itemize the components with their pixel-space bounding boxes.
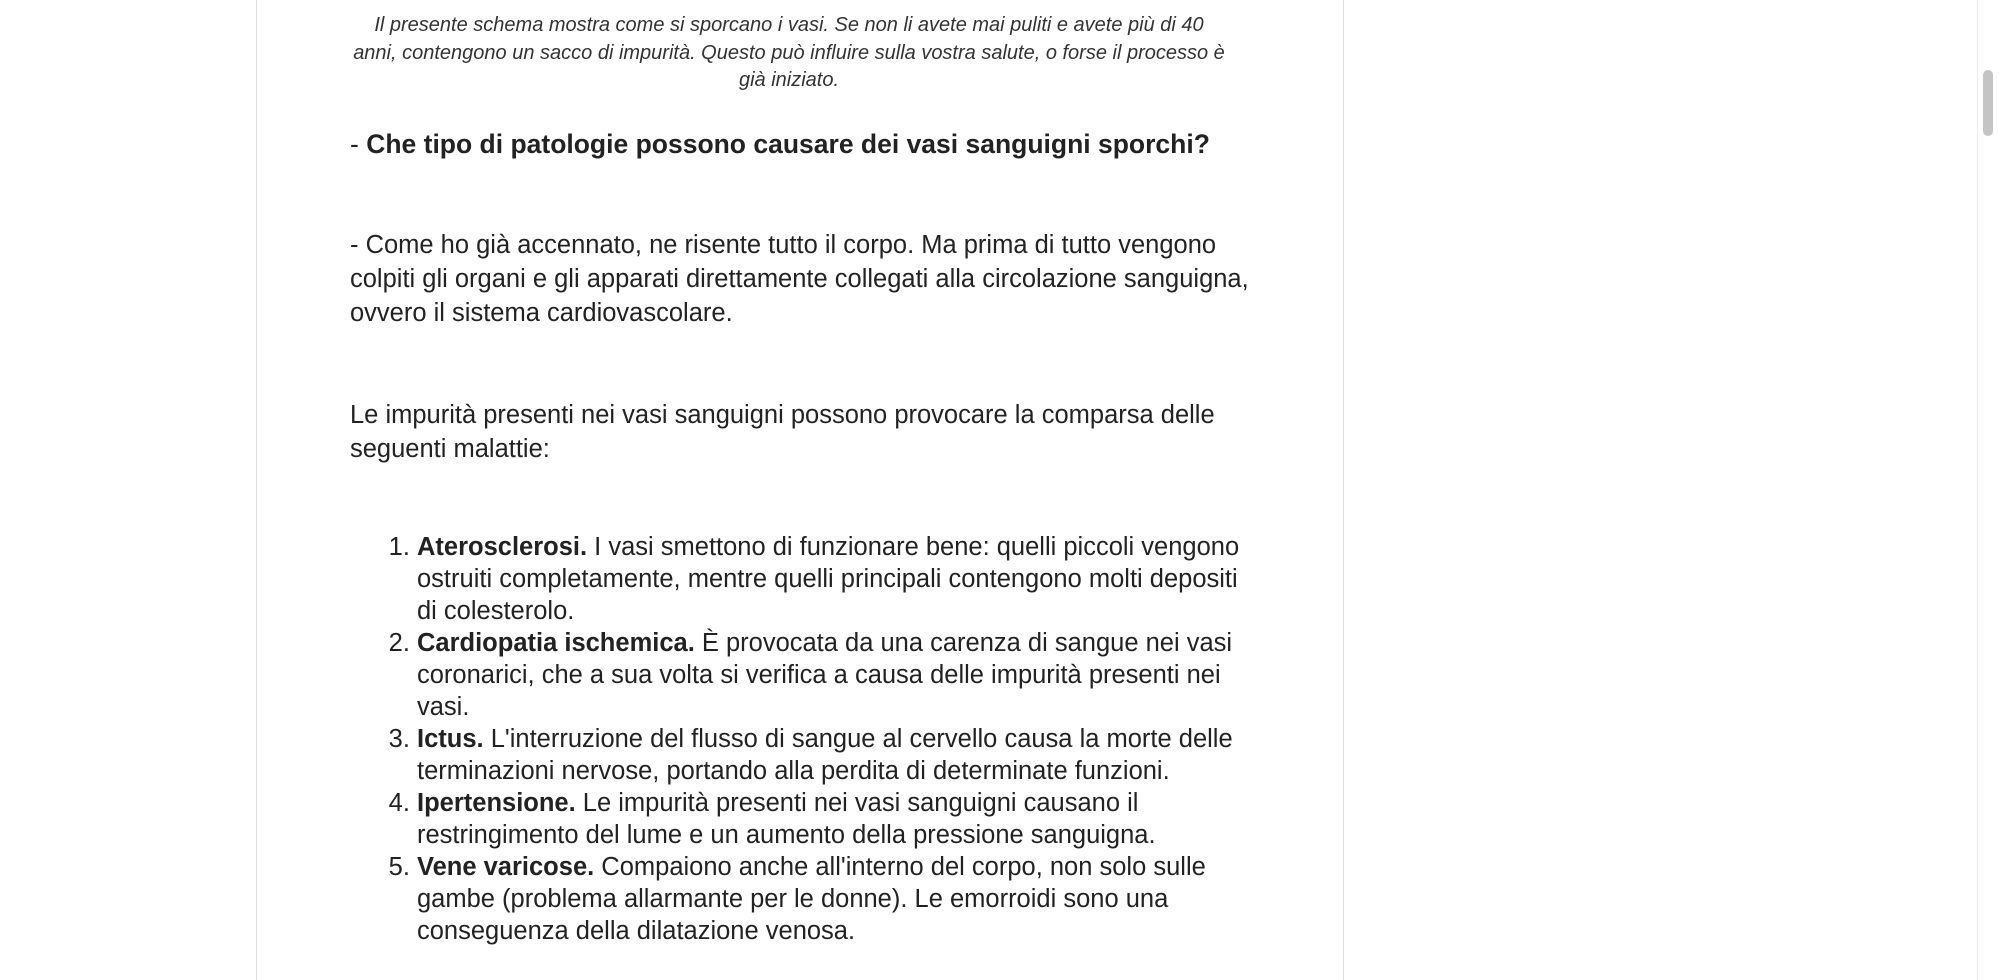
list-item bbox=[417, 851, 1260, 947]
scrollbar-thumb[interactable] bbox=[1983, 70, 1993, 136]
disease-name: Ictus. bbox=[417, 725, 484, 753]
disease-description: I vasi smettono di funzionare bene: quelli piccoli vengono ostruiti completamente, mentre quelli principali contengono molti depositi di colesterolo. bbox=[417, 533, 1240, 625]
image-caption: Il presente schema mostra come si sporcano i vasi. Se non li avete mai puliti e avete più di 40 anni, contengono un sacco di impurità. Questo può influire sulla vostra salute, o forse il processo è già iniziato. bbox=[353, 14, 1225, 91]
disease-name: Aterosclerosi. bbox=[417, 533, 588, 561]
article-column bbox=[256, 0, 1344, 980]
list-item bbox=[417, 787, 1260, 851]
answer-paragraph: - Come ho già accennato, ne risente tutto il corpo. Ma prima di tutto vengono colpiti gli organi e gli apparati direttamente collegati alla circolazione sanguigna, ovvero il sistema cardiovascolare. bbox=[350, 231, 1249, 327]
disease-name: Ipertensione. bbox=[417, 789, 576, 817]
disease-description: Compaiono anche all'interno del corpo, non solo sulle gambe (problema allarmante per le donne). Le emorroidi sono una conseguenza della dilatazione venosa. bbox=[417, 853, 1206, 945]
disease-list bbox=[350, 531, 1260, 947]
list-item bbox=[417, 531, 1260, 627]
list-item bbox=[417, 627, 1260, 723]
vertical-scrollbar[interactable] bbox=[1977, 0, 1999, 980]
question-prefix: - bbox=[350, 129, 367, 159]
list-item bbox=[417, 723, 1260, 787]
disease-description: L'interruzione del flusso di sangue al cervello causa la morte delle terminazioni nervose, portando alla perdita di determinate funzioni. bbox=[417, 725, 1233, 785]
disease-description: Le impurità presenti nei vasi sanguigni causano il restringimento del lume e un aumento della pressione sanguigna. bbox=[417, 789, 1156, 849]
interview-question bbox=[350, 126, 1260, 162]
disease-description: È provocata da una carenza di sangue nei vasi coronarici, che a sua volta si verifica a causa delle impurità presenti nei vasi. bbox=[417, 629, 1233, 721]
question-text: Che tipo di patologie possono causare dei vasi sanguigni sporchi? bbox=[366, 129, 1210, 159]
intro-paragraph: Le impurità presenti nei vasi sanguigni possono provocare la comparsa delle seguenti malattie: bbox=[350, 401, 1215, 463]
disease-name: Cardiopatia ischemica. bbox=[417, 629, 695, 657]
disease-name: Vene varicose. bbox=[417, 853, 595, 881]
